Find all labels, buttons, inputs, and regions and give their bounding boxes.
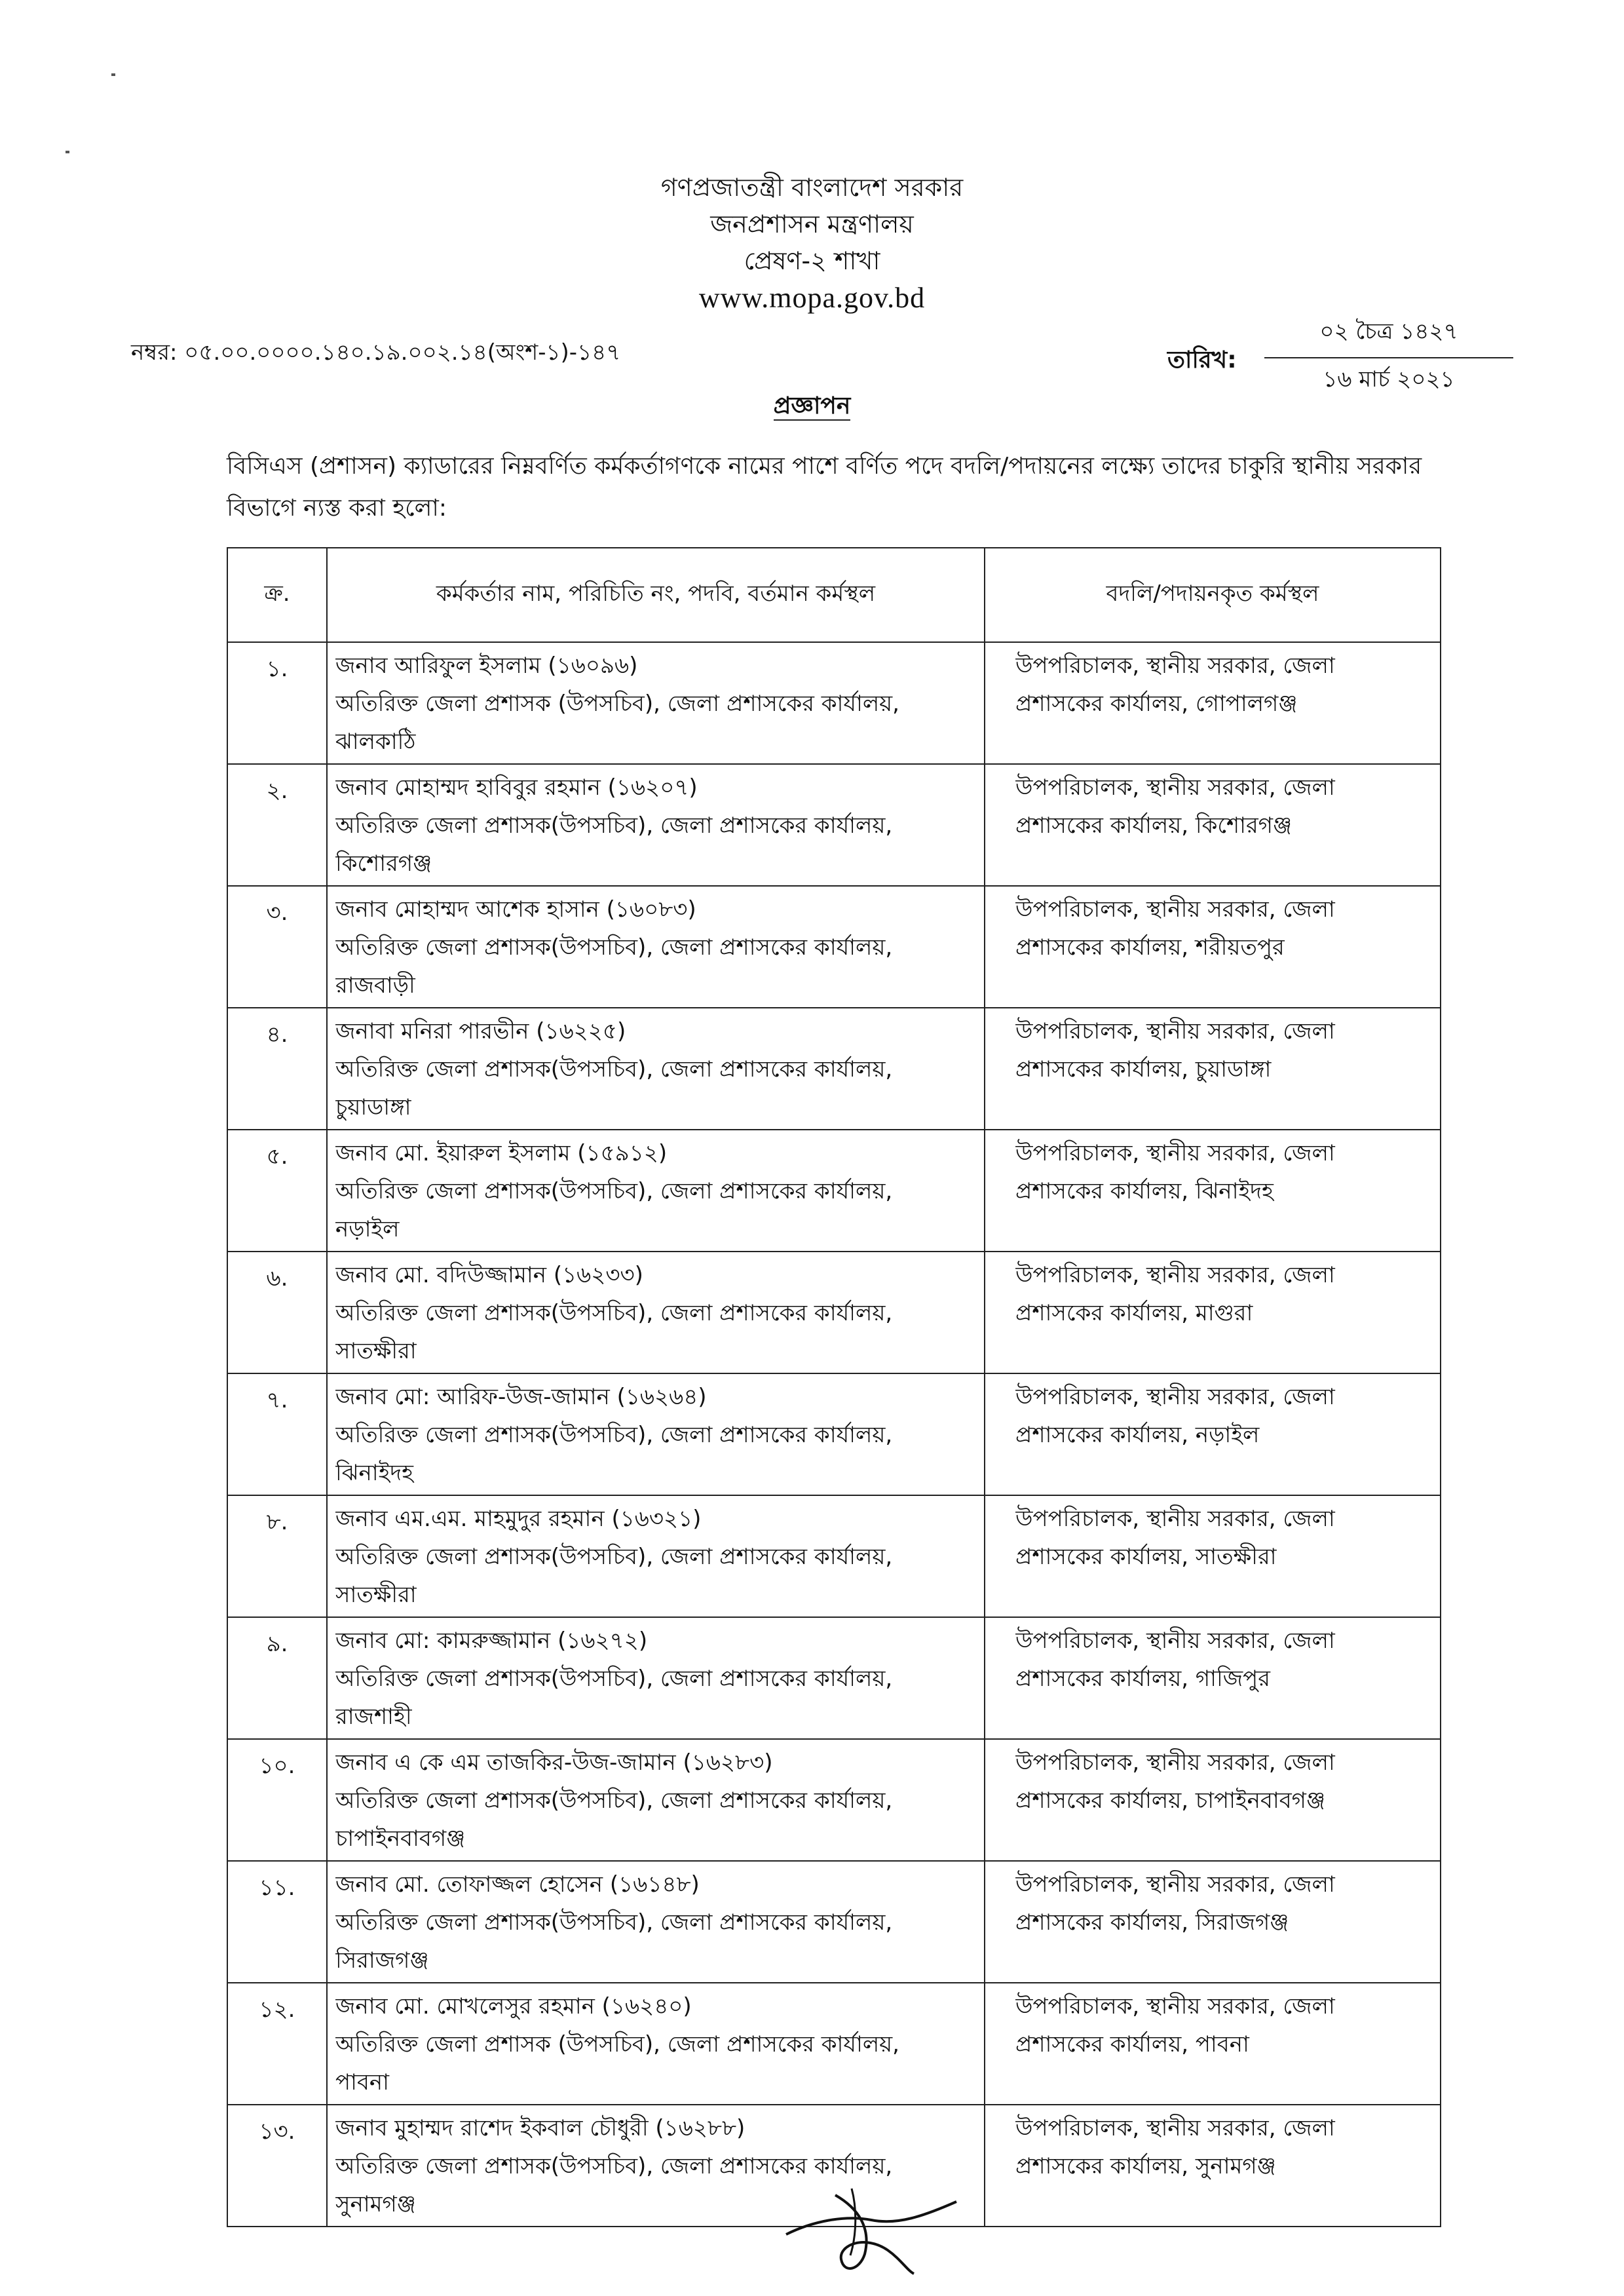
posting-line-1: উপপরিচালক, স্থানীয় সরকার, জেলা xyxy=(1015,1384,1335,1410)
table-header-row xyxy=(227,548,1441,642)
posting-cell xyxy=(985,1983,1441,2105)
officer-name: জনাব মো. মোখলেসুর রহমান (১৬২৪০) xyxy=(335,1993,692,2019)
officer-name: জনাব মো. তোফাজ্জল হোসেন (১৬১৪৮) xyxy=(335,1871,700,1898)
serial-cell: ৬. xyxy=(227,1252,327,1373)
notice-title xyxy=(0,388,1624,427)
posting-line-1: উপপরিচালক, স্থানীয় সরকার, জেলা xyxy=(1015,2115,1335,2141)
posting-cell xyxy=(985,886,1441,1008)
posting-line-2: প্রশাসকের কার্যালয়, সুনামগঞ্জ xyxy=(1015,2153,1276,2179)
officer-cell xyxy=(327,1373,985,1495)
letterhead xyxy=(0,169,1624,317)
officer-designation: অতিরিক্ত জেলা প্রশাসক(উপসচিব), জেলা প্রশাসকের কার্যালয়, xyxy=(335,1056,893,1082)
posting-line-2: প্রশাসকের কার্যালয়, কিশোরগঞ্জ xyxy=(1015,813,1293,839)
serial-cell: ১১. xyxy=(227,1861,327,1983)
memo-reference-number: নম্বর: ০৫.০০.০০০০.১৪০.১৯.০০২.১৪(অংশ-১)-১৪৭ xyxy=(131,339,621,366)
posting-cell xyxy=(985,1739,1441,1861)
officer-designation: অতিরিক্ত জেলা প্রশাসক(উপসচিব), জেলা প্রশাসকের কার্যালয়, xyxy=(335,934,893,961)
officer-cell xyxy=(327,642,985,764)
officer-cell xyxy=(327,1617,985,1739)
date-label: তারিখ: xyxy=(1167,347,1237,373)
officer-station: কিশোরগঞ্জ xyxy=(335,851,432,877)
officer-name: জনাবা মনিরা পারভীন (১৬২২৫) xyxy=(335,1018,626,1044)
scan-speck xyxy=(66,151,69,153)
posting-cell xyxy=(985,1373,1441,1495)
table-row xyxy=(227,1617,1441,1739)
officer-cell xyxy=(327,1983,985,2105)
officer-name: জনাব মো. বদিউজ্জামান (১৬২৩৩) xyxy=(335,1262,643,1288)
officer-station: ঝালকাঠি xyxy=(335,729,416,755)
table-row xyxy=(227,1130,1441,1252)
serial-cell: ৪. xyxy=(227,1008,327,1130)
posting-line-1: উপপরিচালক, স্থানীয় সরকার, জেলা xyxy=(1015,775,1335,801)
header-officer: কর্মকর্তার নাম, পরিচিতি নং, পদবি, বর্তমান কর্মস্থল xyxy=(327,548,985,642)
government-name: গণপ্রজাতন্ত্রী বাংলাদেশ সরকার xyxy=(660,173,964,202)
officer-designation: অতিরিক্ত জেলা প্রশাসক(উপসচিব), জেলা প্রশাসকের কার্যালয়, xyxy=(335,1178,893,1204)
posting-cell xyxy=(985,764,1441,886)
website-link[interactable]: www.mopa.gov.bd xyxy=(698,282,926,314)
posting-line-2: প্রশাসকের কার্যালয়, ঝিনাইদহ xyxy=(1015,1178,1274,1204)
notice-title-text: প্রজ্ঞাপন xyxy=(773,392,851,419)
posting-line-2: প্রশাসকের কার্যালয়, চাপাইনবাবগঞ্জ xyxy=(1015,1788,1326,1814)
posting-line-1: উপপরিচালক, স্থানীয় সরকার, জেলা xyxy=(1015,653,1335,679)
table-row xyxy=(227,642,1441,764)
posting-line-2: প্রশাসকের কার্যালয়, সিরাজগঞ্জ xyxy=(1015,1909,1289,1936)
header-posting: বদলি/পদায়নকৃত কর্মস্থল xyxy=(985,548,1441,642)
posting-cell xyxy=(985,1495,1441,1617)
officer-cell xyxy=(327,1739,985,1861)
serial-cell: ৭. xyxy=(227,1373,327,1495)
officer-name: জনাব আরিফুল ইসলাম (১৬০৯৬) xyxy=(335,653,638,679)
table-body xyxy=(227,642,1441,2227)
serial-cell: ৫. xyxy=(227,1130,327,1252)
officer-station: সুনামগঞ্জ xyxy=(335,2191,416,2217)
officer-name: জনাব এ কে এম তাজকির-উজ-জামান (১৬২৮৩) xyxy=(335,1750,773,1776)
officer-designation: অতিরিক্ত জেলা প্রশাসক(উপসচিব), জেলা প্রশাসকের কার্যালয়, xyxy=(335,1788,893,1814)
posting-line-1: উপপরিচালক, স্থানীয় সরকার, জেলা xyxy=(1015,1262,1335,1288)
posting-line-1: উপপরিচালক, স্থানীয় সরকার, জেলা xyxy=(1015,1628,1335,1654)
officer-name: জনাব মো: কামরুজ্জামান (১৬২৭২) xyxy=(335,1628,648,1654)
officer-designation: অতিরিক্ত জেলা প্রশাসক(উপসচিব), জেলা প্রশাসকের কার্যালয়, xyxy=(335,1422,893,1448)
table-row xyxy=(227,1983,1441,2105)
officer-designation: অতিরিক্ত জেলা প্রশাসক(উপসচিব), জেলা প্রশাসকের কার্যালয়, xyxy=(335,813,893,839)
officer-station: রাজশাহী xyxy=(335,1704,412,1730)
posting-line-1: উপপরিচালক, স্থানীয় সরকার, জেলা xyxy=(1015,1993,1335,2019)
serial-cell: ৩. xyxy=(227,886,327,1008)
transfer-table xyxy=(227,547,1441,2227)
date-bangla: ০২ চৈত্র ১৪২৭ xyxy=(1264,315,1513,358)
officer-cell xyxy=(327,1252,985,1373)
date-gregorian: ১৬ মার্চ ২০২১ xyxy=(1323,366,1455,392)
table-row xyxy=(227,764,1441,886)
posting-cell xyxy=(985,1252,1441,1373)
section-name: প্রেষণ-২ শাখা xyxy=(744,246,880,275)
serial-cell: ১২. xyxy=(227,1983,327,2105)
header-serial: ক্র. xyxy=(227,548,327,642)
officer-name: জনাব এম.এম. মাহমুদুর রহমান (১৬৩২১) xyxy=(335,1506,702,1532)
table-row xyxy=(227,1252,1441,1373)
officer-cell xyxy=(327,1130,985,1252)
officer-designation: অতিরিক্ত জেলা প্রশাসক (উপসচিব), জেলা প্রশাসকের কার্যালয়, xyxy=(335,691,899,717)
officer-station: চাপাইনবাবগঞ্জ xyxy=(335,1826,466,1852)
table-row xyxy=(227,1861,1441,1983)
ministry-name: জনপ্রশাসন মন্ত্রণালয় xyxy=(710,210,914,239)
serial-cell: ৯. xyxy=(227,1617,327,1739)
intro-paragraph: বিসিএস (প্রশাসন) ক্যাডারের নিম্নবর্ণিত কর্মকর্তাগণকে নামের পাশে বর্ণিত পদে বদলি/পদায়নের লক্ষ্যে তাদের চাকুরি স্থানীয় সরকার বিভাগে ন্যস্ত করা হলো: xyxy=(227,453,1422,522)
posting-line-1: উপপরিচালক, স্থানীয় সরকার, জেলা xyxy=(1015,1871,1335,1898)
scan-speck xyxy=(111,73,115,76)
officer-name: জনাব মুহাম্মদ রাশেদ ইকবাল চৌধুরী (১৬২৮৮) xyxy=(335,2115,746,2141)
posting-line-2: প্রশাসকের কার্যালয়, চুয়াডাঙ্গা xyxy=(1015,1056,1272,1082)
officer-station: চুয়াডাঙ্গা xyxy=(335,1094,411,1120)
posting-line-2: প্রশাসকের কার্যালয়, সাতক্ষীরা xyxy=(1015,1544,1277,1570)
posting-line-2: প্রশাসকের কার্যালয়, গোপালগঞ্জ xyxy=(1015,691,1298,717)
officer-designation: অতিরিক্ত জেলা প্রশাসক(উপসচিব), জেলা প্রশাসকের কার্যালয়, xyxy=(335,1666,893,1692)
officer-station: রাজবাড়ী xyxy=(335,972,415,999)
officer-station: সিরাজগঞ্জ xyxy=(335,1947,429,1974)
officer-station: ঝিনাইদহ xyxy=(335,1460,414,1486)
posting-line-2: প্রশাসকের কার্যালয়, নড়াইল xyxy=(1015,1422,1260,1448)
table-row xyxy=(227,886,1441,1008)
officer-station: নড়াইল xyxy=(335,1216,400,1242)
posting-line-1: উপপরিচালক, স্থানীয় সরকার, জেলা xyxy=(1015,896,1335,923)
officer-name: জনাব মো: আরিফ-উজ-জামান (১৬২৬৪) xyxy=(335,1384,707,1410)
officer-designation: অতিরিক্ত জেলা প্রশাসক (উপসচিব), জেলা প্রশাসকের কার্যালয়, xyxy=(335,2031,899,2057)
posting-line-2: প্রশাসকের কার্যালয়, গাজিপুর xyxy=(1015,1666,1270,1692)
officer-name: জনাব মোহাম্মদ আশেক হাসান (১৬০৮৩) xyxy=(335,896,696,923)
officer-station: সাতক্ষীরা xyxy=(335,1582,417,1608)
serial-cell: ২. xyxy=(227,764,327,886)
posting-line-1: উপপরিচালক, স্থানীয় সরকার, জেলা xyxy=(1015,1506,1335,1532)
officer-designation: অতিরিক্ত জেলা প্রশাসক(উপসচিব), জেলা প্রশাসকের কার্যালয়, xyxy=(335,1300,893,1326)
table-row xyxy=(227,1739,1441,1861)
posting-cell xyxy=(985,642,1441,764)
posting-line-2: প্রশাসকের কার্যালয়, শরীয়তপুর xyxy=(1015,934,1285,961)
officer-station: সাতক্ষীরা xyxy=(335,1338,417,1364)
officer-name: জনাব মো. ইয়ারুল ইসলাম (১৫৯১২) xyxy=(335,1140,668,1166)
officer-station: পাবনা xyxy=(335,2069,390,2095)
officer-designation: অতিরিক্ত জেলা প্রশাসক(উপসচিব), জেলা প্রশাসকের কার্যালয়, xyxy=(335,1544,893,1570)
serial-cell: ৮. xyxy=(227,1495,327,1617)
officer-designation: অতিরিক্ত জেলা প্রশাসক(উপসচিব), জেলা প্রশাসকের কার্যালয়, xyxy=(335,2153,893,2179)
posting-line-1: উপপরিচালক, স্থানীয় সরকার, জেলা xyxy=(1015,1750,1335,1776)
posting-line-2: প্রশাসকের কার্যালয়, পাবনা xyxy=(1015,2031,1249,2057)
officer-cell xyxy=(327,764,985,886)
posting-cell xyxy=(985,1861,1441,1983)
officer-designation: অতিরিক্ত জেলা প্রশাসক(উপসচিব), জেলা প্রশাসকের কার্যালয়, xyxy=(335,1909,893,1936)
officer-cell xyxy=(327,1495,985,1617)
date-block xyxy=(1264,315,1513,400)
signature xyxy=(773,2182,970,2280)
posting-cell xyxy=(985,2105,1441,2227)
serial-cell: ১৩. xyxy=(227,2105,327,2227)
officer-cell xyxy=(327,886,985,1008)
table-row xyxy=(227,1373,1441,1495)
posting-cell xyxy=(985,1130,1441,1252)
serial-cell: ১. xyxy=(227,642,327,764)
table-row xyxy=(227,1495,1441,1617)
table-row xyxy=(227,1008,1441,1130)
posting-line-1: উপপরিচালক, স্থানীয় সরকার, জেলা xyxy=(1015,1018,1335,1044)
officer-name: জনাব মোহাম্মদ হাবিবুর রহমান (১৬২০৭) xyxy=(335,775,698,801)
posting-line-1: উপপরিচালক, স্থানীয় সরকার, জেলা xyxy=(1015,1140,1335,1166)
officer-cell xyxy=(327,1861,985,1983)
serial-cell: ১০. xyxy=(227,1739,327,1861)
officer-cell xyxy=(327,1008,985,1130)
posting-cell xyxy=(985,1008,1441,1130)
posting-line-2: প্রশাসকের কার্যালয়, মাগুরা xyxy=(1015,1300,1253,1326)
posting-cell xyxy=(985,1617,1441,1739)
